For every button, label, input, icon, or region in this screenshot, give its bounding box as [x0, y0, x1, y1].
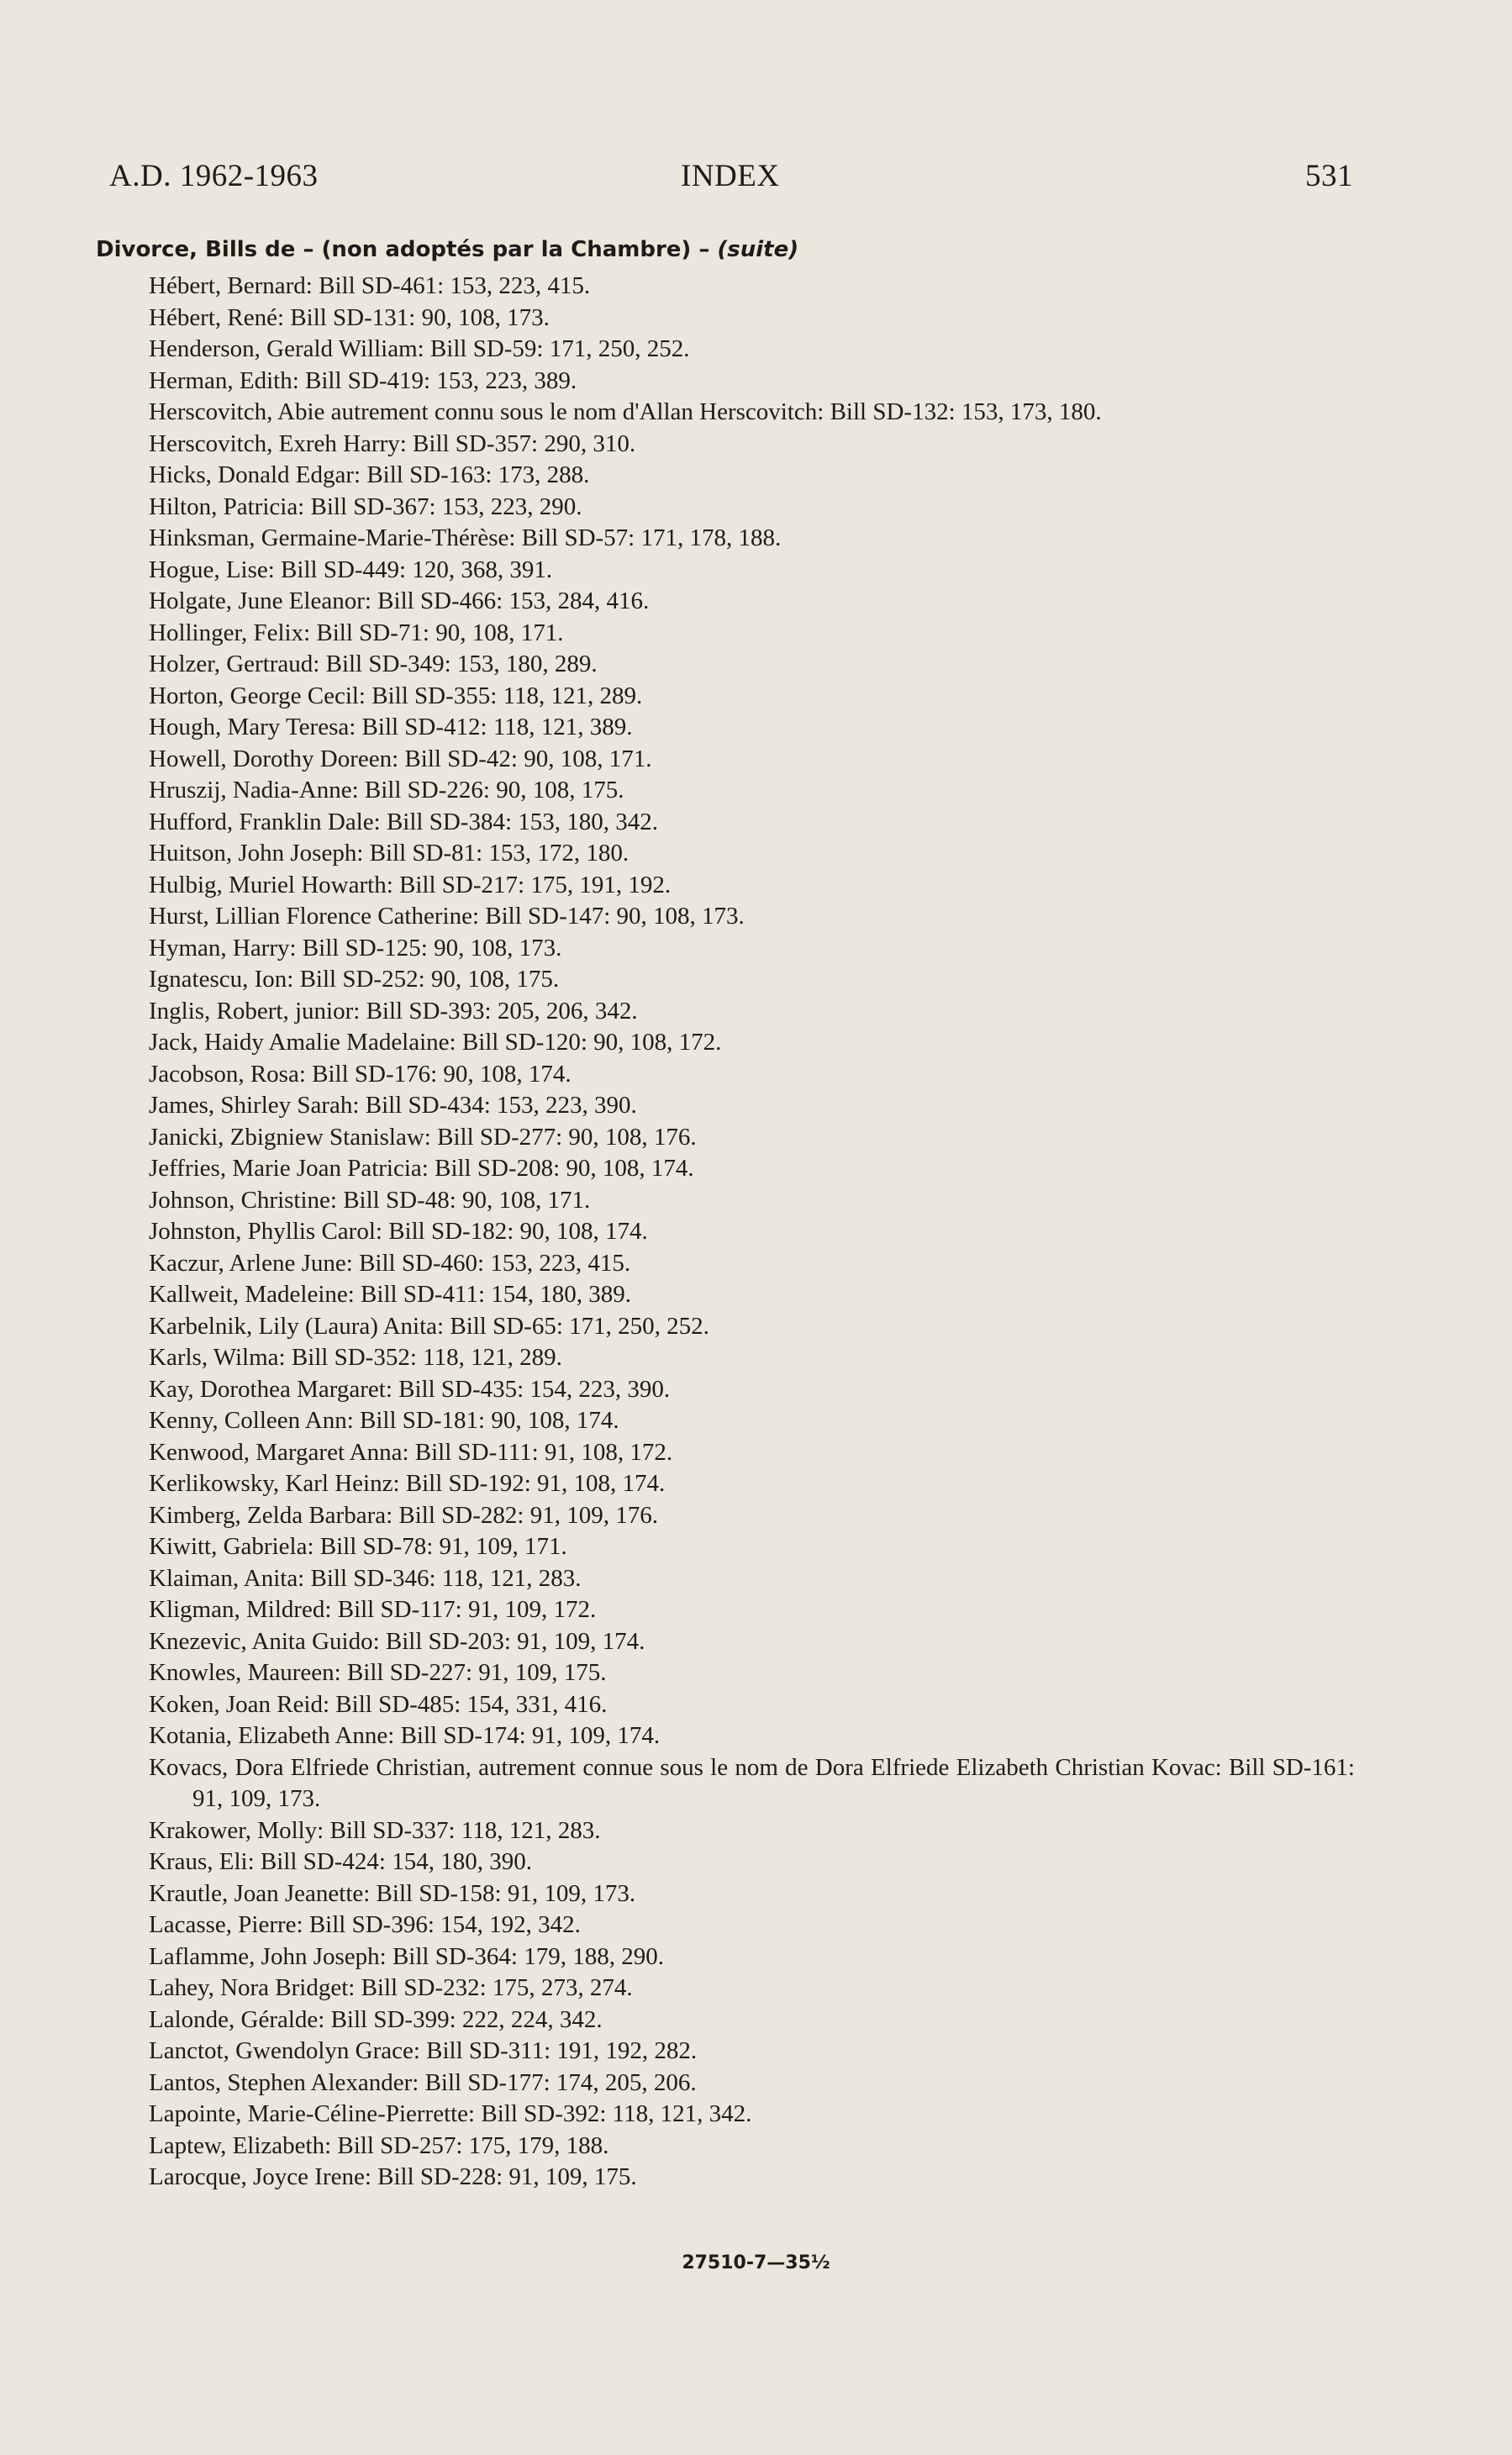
index-entry: Larocque, Joyce Irene: Bill SD-228: 91, 109, 175. [149, 2163, 637, 2190]
index-entry: Krautle, Joan Jeanette: Bill SD-158: 91, 109, 173. [149, 1879, 636, 1907]
index-entry: Ignatescu, Ion: Bill SD-252: 90, 108, 175. [149, 966, 560, 993]
index-entry: Janicki, Zbigniew Stanislaw: Bill SD-277: 90, 108, 176. [149, 1123, 697, 1151]
index-entry: Hogue, Lise: Bill SD-449: 120, 368, 391. [149, 556, 553, 583]
index-entry: Jacobson, Rosa: Bill SD-176: 90, 108, 174. [149, 1060, 572, 1088]
index-entry: Kligman, Mildred: Bill SD-117: 91, 109, 172. [149, 1596, 597, 1623]
index-entry: Kovacs, Dora Elfriede Christian, autrement connue sous le nom de Dora Elfriede Elizabeth Christian Kovac: Bill SD-161: 91, 109, 173. [149, 1753, 1355, 1812]
index-entry: Inglis, Robert, junior: Bill SD-393: 205, 206, 342. [149, 997, 638, 1025]
index-entry: Kiwitt, Gabriela: Bill SD-78: 91, 109, 171. [149, 1533, 567, 1560]
index-entry: Herscovitch, Abie autrement connu sous le nom d'Allan Herscovitch: Bill SD-132: 153, 173, 180. [149, 398, 1102, 425]
section-heading [96, 237, 1357, 262]
index-entry: Klaiman, Anita: Bill SD-346: 118, 121, 283. [149, 1564, 582, 1592]
index-entry: Henderson, Gerald William: Bill SD-59: 171, 250, 252. [149, 335, 690, 362]
index-entry: Lacasse, Pierre: Bill SD-396: 154, 192, 342. [149, 1911, 581, 1938]
index-entry: Hébert, René: Bill SD-131: 90, 108, 173. [149, 303, 550, 331]
index-entry: Hyman, Harry: Bill SD-125: 90, 108, 173. [149, 934, 562, 961]
index-entry: Kenwood, Margaret Anna: Bill SD-111: 91, 108, 172. [149, 1438, 673, 1466]
index-entry: Hicks, Donald Edgar: Bill SD-163: 173, 288. [149, 461, 590, 488]
index-entry: Laflamme, John Joseph: Bill SD-364: 179, 188, 290. [149, 1942, 664, 1970]
index-entry: Lantos, Stephen Alexander: Bill SD-177: 174, 205, 206. [149, 2068, 697, 2096]
index-entry: Hruszij, Nadia-Anne: Bill SD-226: 90, 108, 175. [149, 777, 624, 803]
index-entry: Herman, Edith: Bill SD-419: 153, 223, 389. [149, 366, 577, 394]
index-entry: Knezevic, Anita Guido: Bill SD-203: 91, 109, 174. [149, 1627, 645, 1655]
header-title: INDEX [681, 159, 780, 193]
index-entry: Lalonde, Géralde: Bill SD-399: 222, 224, 342. [149, 2005, 603, 2033]
index-entry: Hilton, Patricia: Bill SD-367: 153, 223, 290. [149, 493, 582, 520]
index-entry: Hough, Mary Teresa: Bill SD-412: 118, 121, 389. [149, 714, 633, 740]
index-entry: Johnston, Phyllis Carol: Bill SD-182: 90, 108, 174. [149, 1218, 648, 1245]
section-heading-suite: (suite) [717, 237, 799, 262]
index-entry: Knowles, Maureen: Bill SD-227: 91, 109, 175. [149, 1659, 607, 1686]
running-head [109, 158, 1353, 208]
page-number: 531 [1305, 159, 1353, 193]
index-entry: Holzer, Gertraud: Bill SD-349: 153, 180, 289. [149, 651, 598, 677]
index-entry: Hurst, Lillian Florence Catherine: Bill SD-147: 90, 108, 173. [149, 903, 745, 930]
index-entry: Koken, Joan Reid: Bill SD-485: 154, 331, 416. [149, 1690, 608, 1718]
index-entry: Jack, Haidy Amalie Madelaine: Bill SD-120: 90, 108, 172. [149, 1029, 722, 1056]
header-years: A.D. 1962-1963 [109, 159, 319, 193]
index-entry: Kallweit, Madeleine: Bill SD-411: 154, 180, 389. [149, 1281, 632, 1308]
index-entry: Kraus, Eli: Bill SD-424: 154, 180, 390. [149, 1848, 532, 1875]
index-entry: Lapointe, Marie-Céline-Pierrette: Bill SD-392: 118, 121, 342. [149, 2100, 752, 2127]
section-heading-text: Divorce, Bills de – (non adoptés par la Chambre) – [96, 237, 718, 262]
index-entry: Lahey, Nora Bridget: Bill SD-232: 175, 273, 274. [149, 1974, 633, 2001]
index-entry: Kenny, Colleen Ann: Bill SD-181: 90, 108, 174. [149, 1407, 619, 1434]
index-entry: Kotania, Elizabeth Anne: Bill SD-174: 91, 109, 174. [149, 1722, 661, 1749]
index-entry: Lanctot, Gwendolyn Grace: Bill SD-311: 191, 192, 282. [149, 2037, 698, 2064]
index-entry: Holgate, June Eleanor: Bill SD-466: 153, 284, 416. [149, 587, 650, 614]
index-entry: Kerlikowsky, Karl Heinz: Bill SD-192: 91, 108, 174. [149, 1470, 666, 1497]
index-entry: Karls, Wilma: Bill SD-352: 118, 121, 289. [149, 1344, 562, 1371]
index-entry: James, Shirley Sarah: Bill SD-434: 153, 223, 390. [149, 1092, 637, 1119]
index-entry: Kay, Dorothea Margaret: Bill SD-435: 154, 223, 390. [149, 1375, 671, 1403]
index-entry: Horton, George Cecil: Bill SD-355: 118, 121, 289. [149, 682, 643, 709]
index-entry-list [149, 271, 1355, 2194]
index-entry: Johnson, Christine: Bill SD-48: 90, 108, 171. [149, 1186, 591, 1214]
index-entry: Hufford, Franklin Dale: Bill SD-384: 153, 180, 342. [149, 808, 659, 835]
index-entry: Hollinger, Felix: Bill SD-71: 90, 108, 171. [149, 619, 564, 646]
index-entry: Kimberg, Zelda Barbara: Bill SD-282: 91, 109, 176. [149, 1501, 658, 1529]
index-entry: Hinksman, Germaine-Marie-Thérèse: Bill SD-57: 171, 178, 188. [149, 524, 782, 551]
index-entry: Krakower, Molly: Bill SD-337: 118, 121, 283. [149, 1816, 601, 1844]
index-entry: Hébert, Bernard: Bill SD-461: 153, 223, 415. [149, 272, 591, 299]
index-entry: Huitson, John Joseph: Bill SD-81: 153, 172, 180. [149, 840, 630, 867]
index-entry: Hulbig, Muriel Howarth: Bill SD-217: 175, 191, 192. [149, 871, 672, 898]
index-entry: Howell, Dorothy Doreen: Bill SD-42: 90, 108, 171. [149, 745, 652, 772]
index-entry: Jeffries, Marie Joan Patricia: Bill SD-208: 90, 108, 174. [149, 1155, 694, 1182]
index-entry: Kaczur, Arlene June: Bill SD-460: 153, 223, 415. [149, 1249, 631, 1277]
index-entry: Herscovitch, Exreh Harry: Bill SD-357: 290, 310. [149, 429, 636, 457]
index-entry: Laptew, Elizabeth: Bill SD-257: 175, 179, 188. [149, 2131, 609, 2159]
index-entry: Karbelnik, Lily (Laura) Anita: Bill SD-65: 171, 250, 252. [149, 1312, 709, 1340]
printer-code: 27510-7—35½ [682, 2252, 830, 2273]
